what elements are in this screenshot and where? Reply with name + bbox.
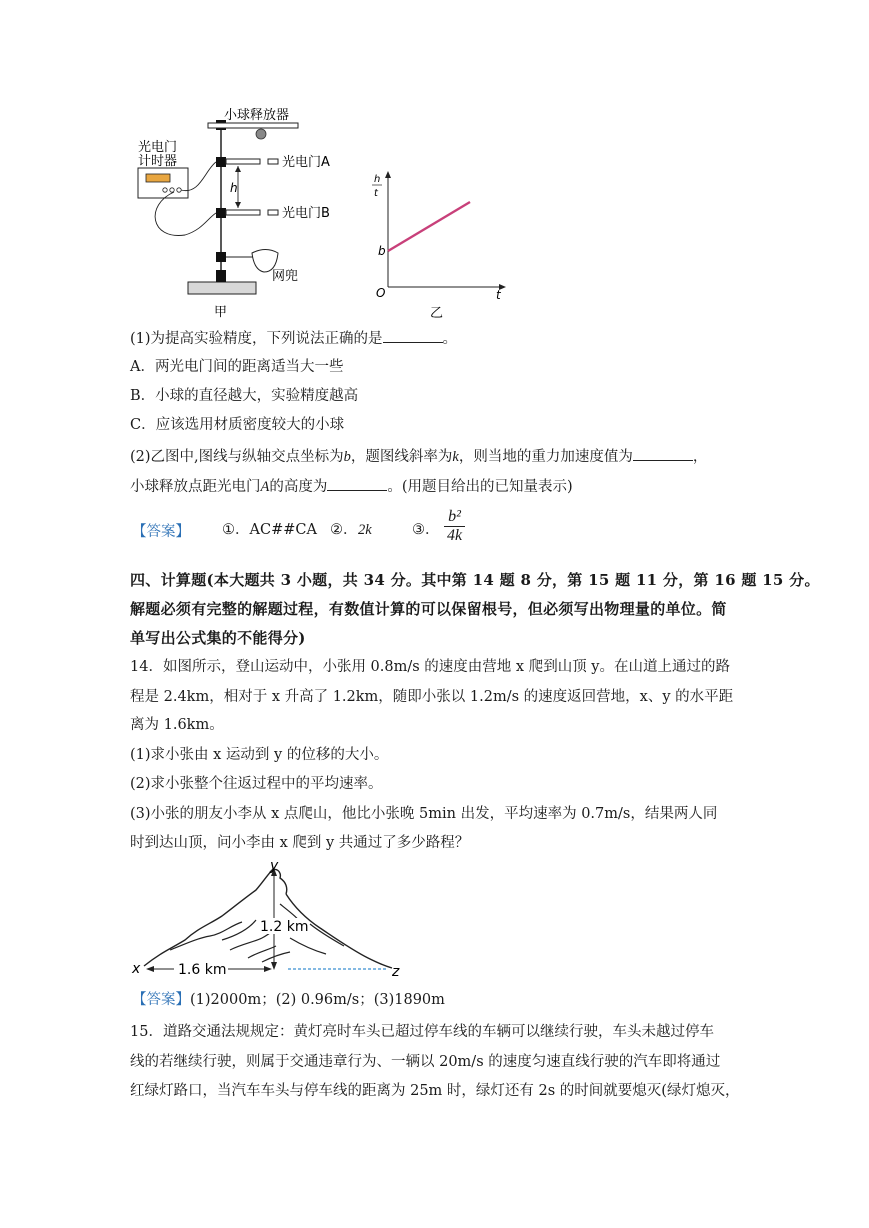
figure-jia-caption: 甲 (214, 305, 228, 320)
q13-part1 (130, 328, 457, 349)
point-z-label: z (392, 964, 400, 980)
section4-line3: 单写出公式集的不能得分) (130, 629, 306, 647)
q13-part2-text-2: ，题图线斜率为 (350, 449, 453, 465)
fraction-denominator: 4k (447, 527, 463, 544)
option-b: B．小球的直径越大，实验精度越高 (130, 388, 359, 404)
q14-sub2: (2)求小张整个往返过程中的平均速率。 (130, 776, 383, 792)
timer-label-2: 计时器 (138, 154, 178, 169)
q15-line3: 红绿灯路口，当汽车车头与停车线的距离为 25m 时，绿灯还有 2s 的时间就要熄灭(绿灯熄灭， (130, 1083, 740, 1099)
answer-3-prefix: ③． (412, 522, 440, 538)
q13-part2-text: (2)乙图中,图线与纵轴交点坐标为 (130, 449, 344, 465)
net-label: 网兜 (272, 269, 299, 284)
answer-3-fraction (444, 508, 465, 545)
answer-text: (1)2000m；(2) 0.96m/s；(3)1890m (190, 992, 445, 1008)
q13-part2-text-3: ，则当地的重力加速度值为 (458, 449, 633, 465)
ht-graph-figure (368, 165, 513, 325)
q13-part3 (130, 476, 573, 497)
q13-part3-text-2: 的高度为 (269, 479, 328, 495)
q13-part2 (130, 446, 707, 467)
q13-part3-text: 小球释放点距光电门 (130, 479, 261, 495)
blank (383, 328, 443, 343)
origin-label: O (376, 286, 386, 300)
gate-a-label: 光电门A (282, 155, 330, 170)
apparatus-figure (130, 100, 330, 325)
gate-b-label: 光电门B (282, 206, 330, 221)
answer-2-prefix: ②． (330, 522, 358, 538)
figure-yi-caption: 乙 (430, 306, 444, 321)
blank (327, 476, 387, 491)
option-c: C．应该选用材质密度较大的小球 (130, 417, 345, 433)
h-label: h (230, 181, 238, 195)
timer-label-1: 光电门 (138, 140, 178, 155)
answer-label: 【答案】 (132, 992, 190, 1008)
release-label: 小球释放器 (224, 108, 290, 123)
width-label: 1.6 km (178, 962, 227, 978)
answer-1: ①．AC##CA (222, 522, 317, 538)
q14-line3: 离为 1.6km。 (130, 717, 224, 733)
mountain-figure (130, 858, 405, 980)
q14-sub1: (1)求小张由 x 运动到 y 的位移的大小。 (130, 747, 389, 763)
answer-label: 【答案】 (132, 524, 190, 540)
height-label: 1.2 km (260, 919, 309, 935)
option-a: A．两光电门间的距离适当大一些 (130, 359, 344, 375)
q13-part1-text: (1)为提高实验精度，下列说法正确的是 (130, 331, 383, 347)
q13-part2-end: ， (692, 449, 708, 465)
q13-part1-end: 。 (442, 331, 458, 347)
q14-sub3a: (3)小张的朋友小李从 x 点爬山，他比小张晚 5min 出发，平均速率为 0.7m/s，结果两人同 (130, 806, 718, 822)
q14-answer (132, 990, 445, 1010)
ht-data-line (388, 202, 470, 251)
q13-part3-end: 。(用题目给出的已知量表示) (387, 479, 573, 495)
x-axis-label: t (496, 288, 501, 302)
y-axis-den: t (374, 188, 378, 199)
section4-line2: 解题必须有完整的解题过程，有数值计算的可以保留根号，但必须写出物理量的单位。简 (130, 600, 727, 618)
var-k: k (452, 449, 459, 465)
y-axis-num: h (374, 174, 381, 185)
point-y-label: y (270, 858, 279, 874)
var-b: b (343, 449, 351, 465)
fraction-numerator: b² (444, 508, 465, 527)
answer-2: 2k (358, 522, 372, 538)
q15-line1: 15．道路交通法规规定：黄灯亮时车头已超过停车线的车辆可以继续行驶，车头未越过停车 (130, 1024, 714, 1040)
intercept-label: b (378, 244, 386, 258)
q14-sub3b: 时到达山顶，问小李由 x 爬到 y 共通过了多少路程？ (130, 835, 470, 851)
var-a: A (260, 479, 270, 495)
blank (633, 446, 693, 461)
q14-line1: 14．如图所示，登山运动中，小张用 0.8m/s 的速度由营地 x 爬到山顶 y。在山道上通过的路 (130, 659, 730, 675)
point-x-label: x (132, 961, 141, 977)
q15-line2: 线的若继续行驶，则属于交通违章行为、一辆以 20m/s 的速度匀速直线行驶的汽车即将通过 (130, 1054, 721, 1070)
q14-line2: 程是 2.4km，相对于 x 升高了 1.2km，随即小张以 1.2m/s 的速度返回营地，x、y 的水平距 (130, 689, 734, 705)
section4-line1: 四、计算题(本大题共 3 小题，共 34 分。其中第 14 题 8 分，第 15 题 11 分，第 16 题 15 分。 (130, 571, 820, 589)
